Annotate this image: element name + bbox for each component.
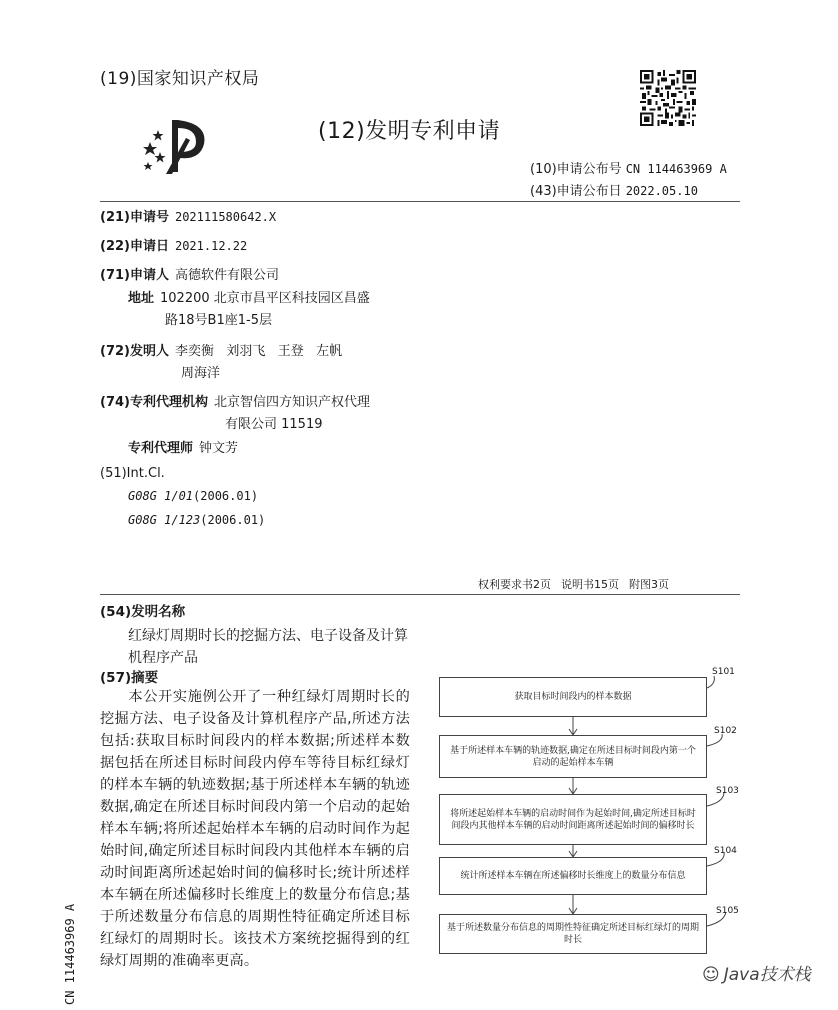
flow-step-s104-id: S104 <box>714 846 737 856</box>
application-date: 2021.12.22 <box>174 239 248 253</box>
office-name: (19)国家知识产权局 <box>100 69 260 89</box>
abstract-label <box>100 666 158 686</box>
cnipa-emblem-logo <box>138 114 216 176</box>
patent-agency-line-1: 北京智信四方知识产权代理 <box>213 395 370 410</box>
patent-agent-field <box>128 437 238 456</box>
ipc-code-2: G08G 1/123 <box>128 513 201 527</box>
watermark-text: Java技术栈 <box>723 965 811 985</box>
publication-date-row <box>530 180 698 199</box>
int-cl-label: (51)Int.Cl. <box>100 466 165 481</box>
application-date-label: (22)申请日 <box>100 239 169 254</box>
flow-step-s101: 获取目标时间段内的样本数据 <box>439 677 707 717</box>
abstract-heading: (57)摘要 <box>100 670 159 686</box>
flow-step-s105-id: S105 <box>716 906 739 916</box>
address-label: 地址 <box>128 291 155 306</box>
ipc-year-2: (2006.01) <box>200 513 266 527</box>
flow-step-s102-id: S102 <box>714 726 737 736</box>
ipc-year-1: (2006.01) <box>193 489 259 503</box>
inventors-line-2: 周海洋 <box>181 366 221 381</box>
publication-number: CN 114463969 A <box>625 162 727 176</box>
side-publication-code: CN 114463969 A <box>63 903 77 1005</box>
ipc-class-2 <box>128 513 265 528</box>
application-date-field <box>100 235 247 254</box>
section-divider <box>100 594 740 595</box>
flow-step-s105: 基于所述数量分布信息的周期性特征确定所述目标红绿灯的周期时长 <box>439 914 707 954</box>
flow-step-s104: 统计所述样本车辆在所述偏移时长维度上的数量分布信息 <box>439 857 707 895</box>
watermark <box>702 960 811 985</box>
description-pages: 说明书15页 <box>561 578 619 591</box>
flow-step-s103-id: S103 <box>716 786 739 796</box>
publication-date: 2022.05.10 <box>625 184 698 198</box>
wechat-icon: ☺ <box>702 965 720 985</box>
invention-title: 红绿灯周期时长的挖掘方法、电子设备及计算机程序产品 <box>128 628 408 666</box>
abstract-text: 本公开实施例公开了一种红绿灯周期时长的挖掘方法、电子设备及计算机程序产品,所述方法包括:获取目标时间段内的样本数据;所述样本数据包括在所述目标时间段内停车等待目标红绿灯的样本车辆的轨迹数据;基于所述样本车辆的轨迹数据,确定在所述目标时间段内第一个启动的起始样本车辆;将所述起始样本车辆的启动时间作为起始时间,确定所述目标时间段内其他样本车辆的启动时间距离所述起始时间的偏移时长;统计所述样本车辆在所述偏移时长维度上的数量分布信息;基于所述数量分布信息的周期性特征确定所述目标红绿灯的周期时长。该技术方案统挖掘得到的红绿灯周期的准确率更高。 <box>100 689 410 969</box>
patent-agent-name: 钟文芳 <box>199 441 239 456</box>
document-type-title: (12)发明专利申请 <box>318 119 501 144</box>
flow-step-s103: 将所述起始样本车辆的启动时间作为起始时间,确定所述目标时间段内其他样本车辆的启动时间距离所述起始时间的偏移时长 <box>439 794 707 845</box>
address-line-2: 路18号B1座1-5层 <box>165 313 272 328</box>
qr-code-icon <box>640 70 696 126</box>
drawings-pages: 附图3页 <box>629 578 669 591</box>
invention-title-label <box>100 600 185 620</box>
flow-step-s101-id: S101 <box>712 667 735 677</box>
inventors-label: (72)发明人 <box>100 344 169 359</box>
patent-agent-label: 专利代理师 <box>128 441 194 456</box>
patent-agency-field <box>100 391 370 410</box>
ipc-code-1: G08G 1/01 <box>128 489 194 503</box>
flow-step-s102: 基于所述样本车辆的轨迹数据,确定在所述目标时间段内第一个启动的起始样本车辆 <box>439 735 707 778</box>
inventors-field <box>100 340 342 359</box>
ipc-class-1 <box>128 489 258 504</box>
application-number: 202111580642.X <box>174 210 277 224</box>
publication-date-label: (43)申请公布日 <box>530 184 622 199</box>
patent-agency-line-2: 有限公司 11519 <box>225 417 323 432</box>
application-number-label: (21)申请号 <box>100 210 169 225</box>
application-number-field <box>100 206 276 225</box>
page-counts <box>478 576 679 592</box>
address-field <box>128 287 370 306</box>
s101-leader <box>707 676 714 688</box>
applicant-name: 高德软件有限公司 <box>174 268 279 283</box>
claims-pages: 权利要求书2页 <box>478 578 551 591</box>
patent-agency-label: (74)专利代理机构 <box>100 395 208 410</box>
applicant-field <box>100 264 279 283</box>
publication-number-label: (10)申请公布号 <box>530 162 622 177</box>
header-divider <box>100 201 740 202</box>
invention-title-heading: (54)发明名称 <box>100 604 186 620</box>
applicant-label: (71)申请人 <box>100 268 169 283</box>
inventors-line-1: 李奕衡 刘羽飞 王登 左帆 <box>174 344 343 359</box>
publication-number-row <box>530 158 727 177</box>
address-line-1: 102200 北京市昌平区科技园区昌盛 <box>160 291 370 306</box>
